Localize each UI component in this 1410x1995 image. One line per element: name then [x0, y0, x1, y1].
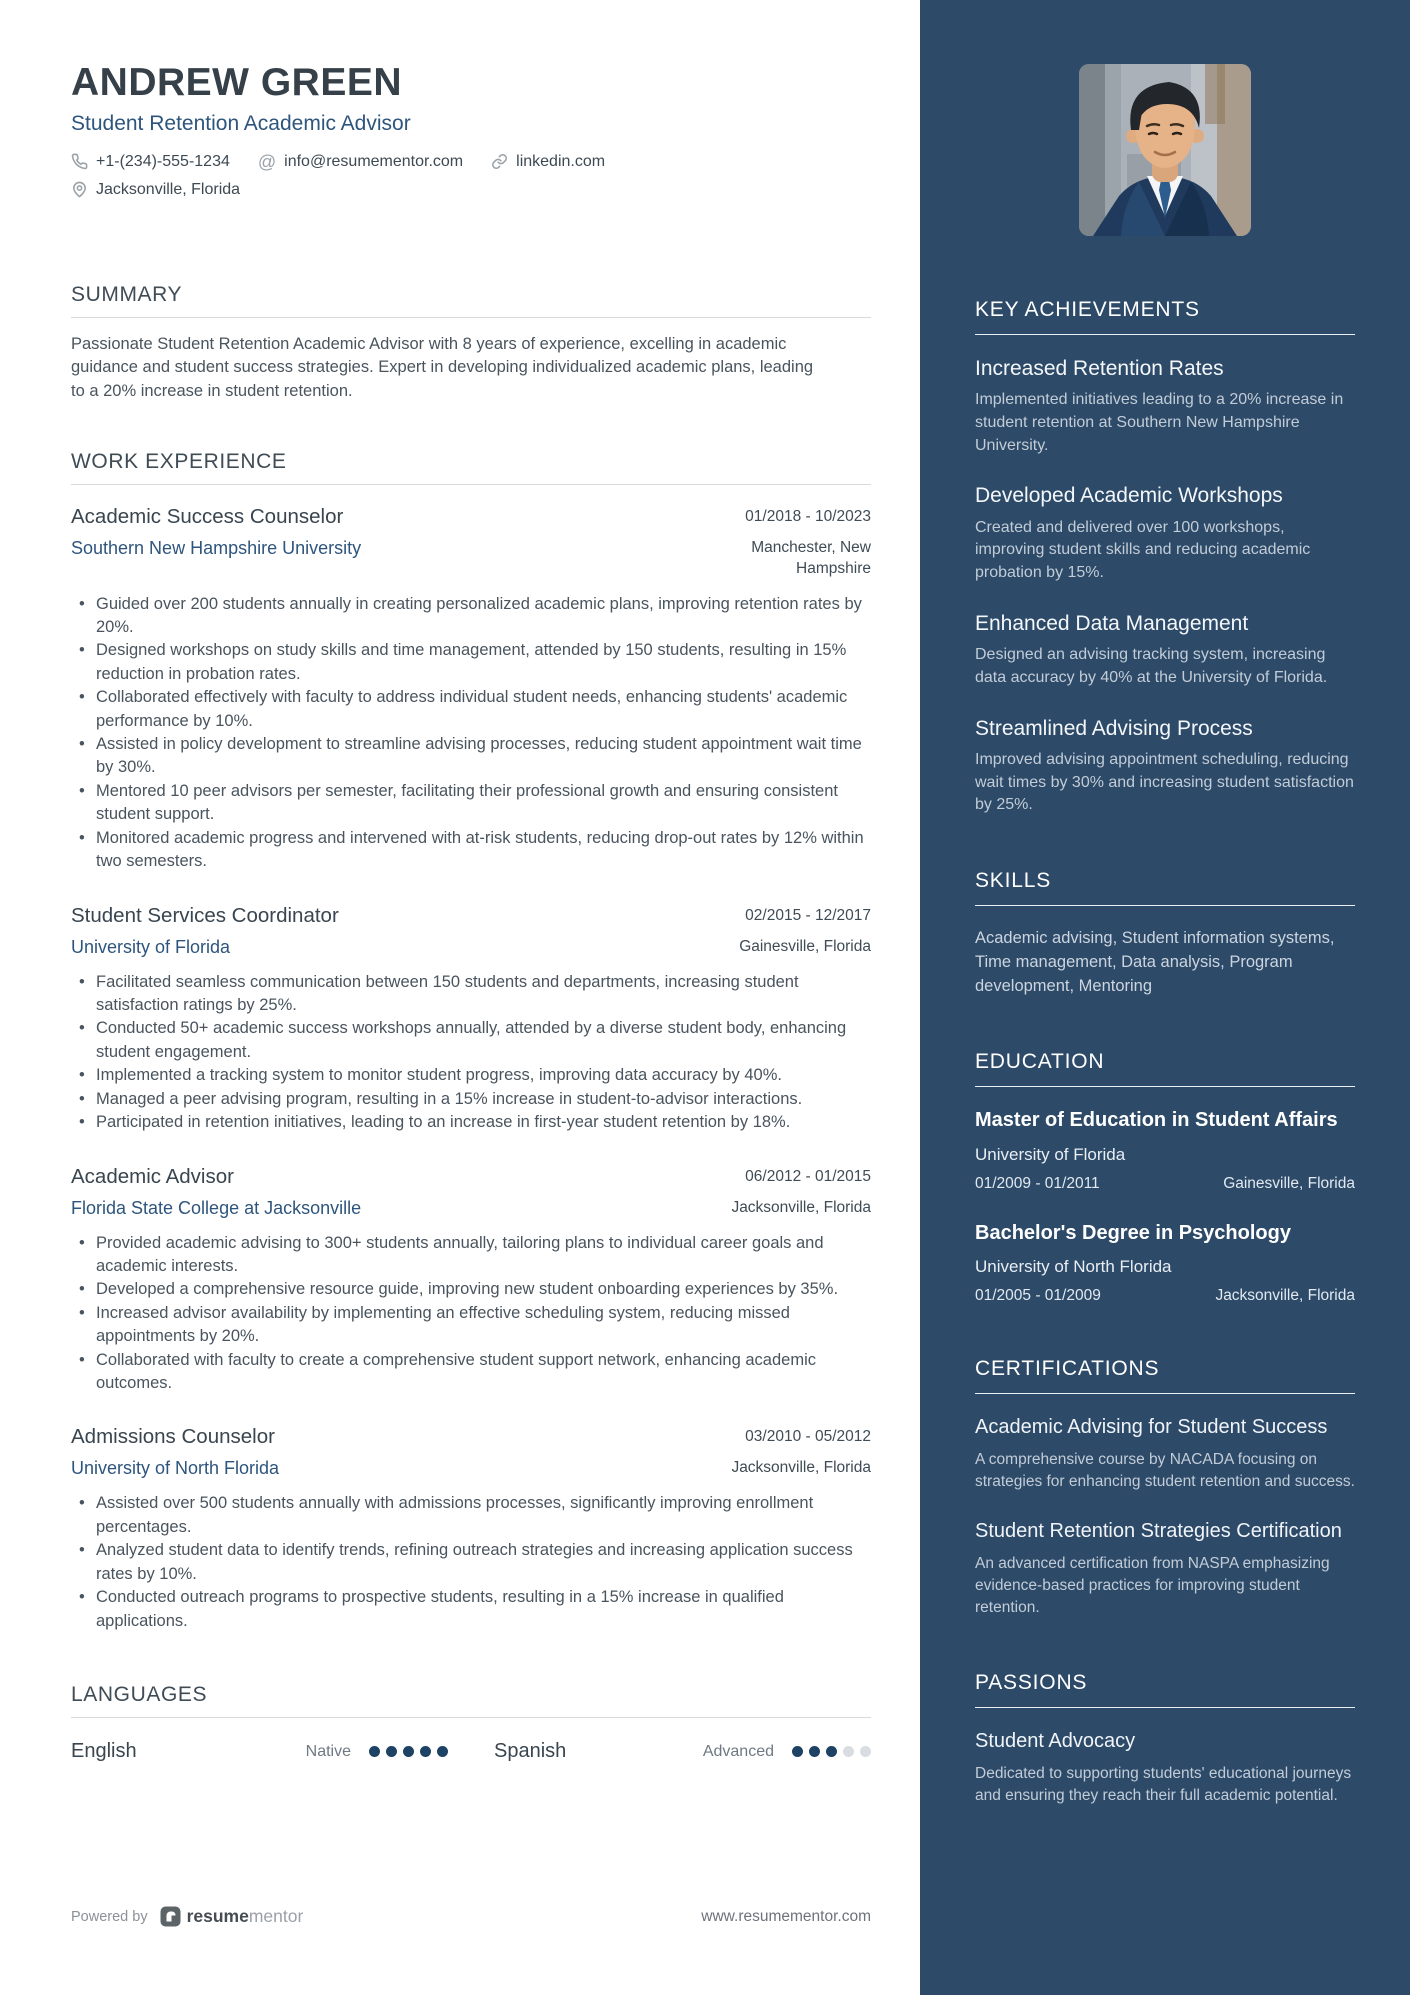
job-company: University of North Florida [71, 1458, 280, 1479]
powered-by-label: Powered by [71, 1908, 148, 1925]
language-name: Spanish [494, 1740, 567, 1763]
language-level: Native [305, 1742, 351, 1760]
education-school: University of Florida [975, 1144, 1126, 1164]
brand-bold: resume [186, 1906, 249, 1926]
achievement-item [975, 482, 1355, 584]
job-title: Admissions Counselor [71, 1425, 275, 1449]
achievement-title: Enhanced Data Management [975, 611, 1249, 635]
bullet-item: • Collaborated effectively with faculty to address individual student needs, enhancing students' academic performance by 10%. [71, 686, 871, 733]
job-bullets [71, 971, 871, 1135]
job-entry [71, 505, 871, 874]
language-item [71, 1740, 448, 1763]
job-dates: 02/2015 - 12/2017 [745, 906, 871, 924]
education-location: Jacksonville, Florida [1215, 1287, 1355, 1305]
job-location: Jacksonville, Florida [731, 1198, 871, 1216]
profile-photo-image [1079, 64, 1251, 236]
bullet-item: • Analyzed student data to identify trends, refining outreach strategies and increasing application success rates by 10%. [71, 1539, 871, 1586]
dot [369, 1746, 380, 1757]
bullet-item: • Conducted outreach programs to prospective students, resulting in a 15% increase in qualified applications. [71, 1586, 871, 1633]
language-level: Advanced [702, 1742, 774, 1760]
email-text: info@resumementor.com [284, 152, 464, 170]
bullet-item: • Implemented a tracking system to monitor student progress, improving data accuracy by 40%. [71, 1064, 871, 1087]
job-company: Southern New Hampshire University [71, 537, 362, 558]
language-item [494, 1740, 871, 1763]
skills-section [975, 869, 1355, 998]
education-item [975, 1107, 1355, 1192]
dot [403, 1746, 414, 1757]
resumementor-logo-icon [160, 1906, 181, 1927]
linkedin-contact[interactable] [491, 153, 605, 171]
link-icon [491, 153, 508, 170]
bullet-item: • Provided academic advising to 300+ students annually, tailoring plans to individual career goals and academic interests. [71, 1232, 871, 1279]
bullet-item: • Facilitated seamless communication between 150 students and departments, increasing student satisfaction ratings by 25%. [71, 971, 871, 1018]
achievement-text: Created and delivered over 100 workshops, improving student skills and reducing academic probation by 15%. [975, 518, 1311, 582]
bullet-item: • Assisted over 500 students annually with admissions processes, significantly improving enrollment percentages. [71, 1492, 871, 1539]
certification-item [975, 1518, 1355, 1619]
job-dates: 03/2010 - 05/2012 [745, 1428, 871, 1446]
bullet-item: • Managed a peer advising program, resulting in a 15% increase in student-to-advisor interactions. [71, 1088, 871, 1111]
dot [809, 1746, 820, 1757]
skills-text: Academic advising, Student information systems, Time management, Data analysis, Program development, Mentoring [975, 929, 1335, 996]
job-entry [71, 904, 871, 1135]
language-level-dots [369, 1746, 448, 1757]
brand-text [187, 1906, 304, 1927]
bullet-item: • Assisted in policy development to streamline advising processes, reducing student appointment wait time by 30%. [71, 733, 871, 780]
certification-title: Academic Advising for Student Success [975, 1416, 1328, 1439]
passions-section [975, 1671, 1355, 1807]
job-dates: 01/2018 - 10/2023 [745, 507, 871, 525]
brand-link[interactable] [160, 1906, 304, 1927]
achievement-item [975, 355, 1355, 457]
phone-icon [71, 153, 88, 170]
certification-text: An advanced certification from NASPA emphasizing evidence-based practices for improving student retention. [975, 1554, 1330, 1616]
dot [792, 1746, 803, 1757]
bullet-item: • Conducted 50+ academic success workshops annually, attended by a diverse student body, enhancing student engagement. [71, 1017, 871, 1064]
language-name: English [71, 1740, 137, 1763]
brand-light: mentor [248, 1906, 304, 1926]
job-title: Academic Advisor [71, 1164, 234, 1188]
key-achievements-heading: KEY ACHIEVEMENTS [975, 298, 1355, 335]
education-school: University of North Florida [975, 1257, 1172, 1277]
job-company: Florida State College at Jacksonville [71, 1197, 362, 1218]
location-contact [71, 181, 240, 199]
bullet-item: • Collaborated with faculty to create a comprehensive student support network, enhancing academic outcomes. [71, 1349, 871, 1396]
location-icon [71, 181, 88, 198]
website-link[interactable]: www.resumementor.com [701, 1907, 871, 1925]
language-level-dots [792, 1746, 871, 1757]
achievement-text: Implemented initiatives leading to a 20% increase in student retention at Southern New Hampshire University. [975, 391, 1344, 454]
phone-text: +1-(234)-555-1234 [96, 152, 230, 170]
person-title: Student Retention Academic Advisor [71, 111, 411, 135]
summary-text: Passionate Student Retention Academic Advisor with 8 years of experience, excelling in academic guidance and student success strategies. Expert in developing individualized academic plans, leading to a 20% increase in student retention. [71, 334, 814, 401]
education-dates: 01/2005 - 01/2009 [975, 1287, 1101, 1305]
work-experience-section [71, 450, 871, 1633]
passion-text: Dedicated to supporting students' educational journeys and ensuring they reach their full academic potential. [975, 1764, 1352, 1804]
achievement-title: Streamlined Advising Process [975, 716, 1253, 740]
education-heading: EDUCATION [975, 1050, 1355, 1087]
job-location: Gainesville, Florida [739, 937, 871, 955]
job-title: Academic Success Counselor [71, 504, 344, 528]
dot [420, 1746, 431, 1757]
bullet-item: • Increased advisor availability by implementing an effective scheduling system, reducing missed appointments by 20%. [71, 1302, 871, 1349]
job-entry [71, 1425, 871, 1633]
job-bullets [71, 1492, 871, 1633]
contact-row [71, 153, 871, 171]
languages-section [71, 1683, 871, 1763]
education-degree: Bachelor's Degree in Psychology [975, 1221, 1291, 1244]
profile-photo [1079, 64, 1251, 236]
dot [860, 1746, 871, 1757]
powered-by [71, 1906, 303, 1927]
achievement-title: Increased Retention Rates [975, 357, 1224, 380]
certification-title: Student Retention Strategies Certification [975, 1520, 1342, 1543]
education-location: Gainesville, Florida [1223, 1174, 1355, 1192]
job-company: University of Florida [71, 936, 231, 957]
dot [826, 1746, 837, 1757]
languages-grid [71, 1740, 871, 1763]
achievement-item [975, 610, 1355, 690]
job-entry [71, 1165, 871, 1396]
achievement-text: Designed an advising tracking system, increasing data accuracy by 40% at the University of Florida. [975, 646, 1328, 686]
location-text: Jacksonville, Florida [96, 180, 241, 198]
achievement-text: Improved advising appointment scheduling, reducing wait times by 30% and increasing student satisfaction by 25%. [975, 750, 1354, 814]
dot [386, 1746, 397, 1757]
phone-contact[interactable] [71, 153, 230, 171]
summary-section [71, 283, 871, 404]
bullet-item: • Guided over 200 students annually in creating personalized academic plans, improving retention rates by 20%. [71, 593, 871, 640]
job-location: Jacksonville, Florida [731, 1459, 871, 1477]
bullet-item: • Participated in retention initiatives, leading to an increase in first-year student retention by 18%. [71, 1111, 871, 1134]
bullet-item: • Monitored academic progress and intervened with at-risk students, reducing drop-out rates by 12% within two semesters. [71, 827, 871, 874]
key-achievements-section [975, 298, 1355, 817]
skills-heading: SKILLS [975, 869, 1355, 906]
certifications-section [975, 1357, 1355, 1619]
education-item [975, 1220, 1355, 1305]
work-experience-heading: WORK EXPERIENCE [71, 450, 871, 485]
certification-item [975, 1414, 1355, 1493]
sidebar [920, 0, 1410, 1995]
page-footer [71, 1906, 871, 1927]
person-name: ANDREW GREEN [71, 61, 403, 104]
passion-title: Student Advocacy [975, 1730, 1136, 1753]
email-contact[interactable] [258, 153, 463, 171]
linkedin-text: linkedin.com [516, 152, 606, 170]
certification-text: A comprehensive course by NACADA focusing on strategies for enhancing student retention and success. [975, 1450, 1355, 1490]
email-icon: @ [257, 151, 277, 172]
education-section [975, 1050, 1355, 1305]
languages-heading: LANGUAGES [71, 1683, 871, 1718]
dot [437, 1746, 448, 1757]
job-location: Manchester, New Hampshire [751, 538, 871, 577]
dot [843, 1746, 854, 1757]
contact-row-2 [71, 181, 871, 199]
bullet-item: • Designed workshops on study skills and time management, attended by 150 students, resulting in 15% reduction in probation rates. [71, 639, 871, 686]
education-degree: Master of Education in Student Affairs [975, 1109, 1338, 1132]
bullet-item: • Mentored 10 peer advisors per semester, facilitating their professional growth and ensuring consistent student support. [71, 780, 871, 827]
passions-heading: PASSIONS [975, 1671, 1355, 1708]
certifications-heading: CERTIFICATIONS [975, 1357, 1355, 1394]
job-dates: 06/2012 - 01/2015 [745, 1167, 871, 1185]
summary-heading: SUMMARY [71, 283, 871, 318]
job-bullets [71, 1232, 871, 1396]
education-dates: 01/2009 - 01/2011 [975, 1174, 1100, 1192]
job-bullets [71, 593, 871, 874]
achievement-item [975, 715, 1355, 817]
resume-header [71, 62, 871, 199]
achievement-title: Developed Academic Workshops [975, 484, 1283, 508]
bullet-item: • Developed a comprehensive resource guide, improving new student onboarding experiences by 35%. [71, 1278, 871, 1301]
job-title: Student Services Coordinator [71, 903, 339, 927]
passion-item [975, 1728, 1355, 1807]
